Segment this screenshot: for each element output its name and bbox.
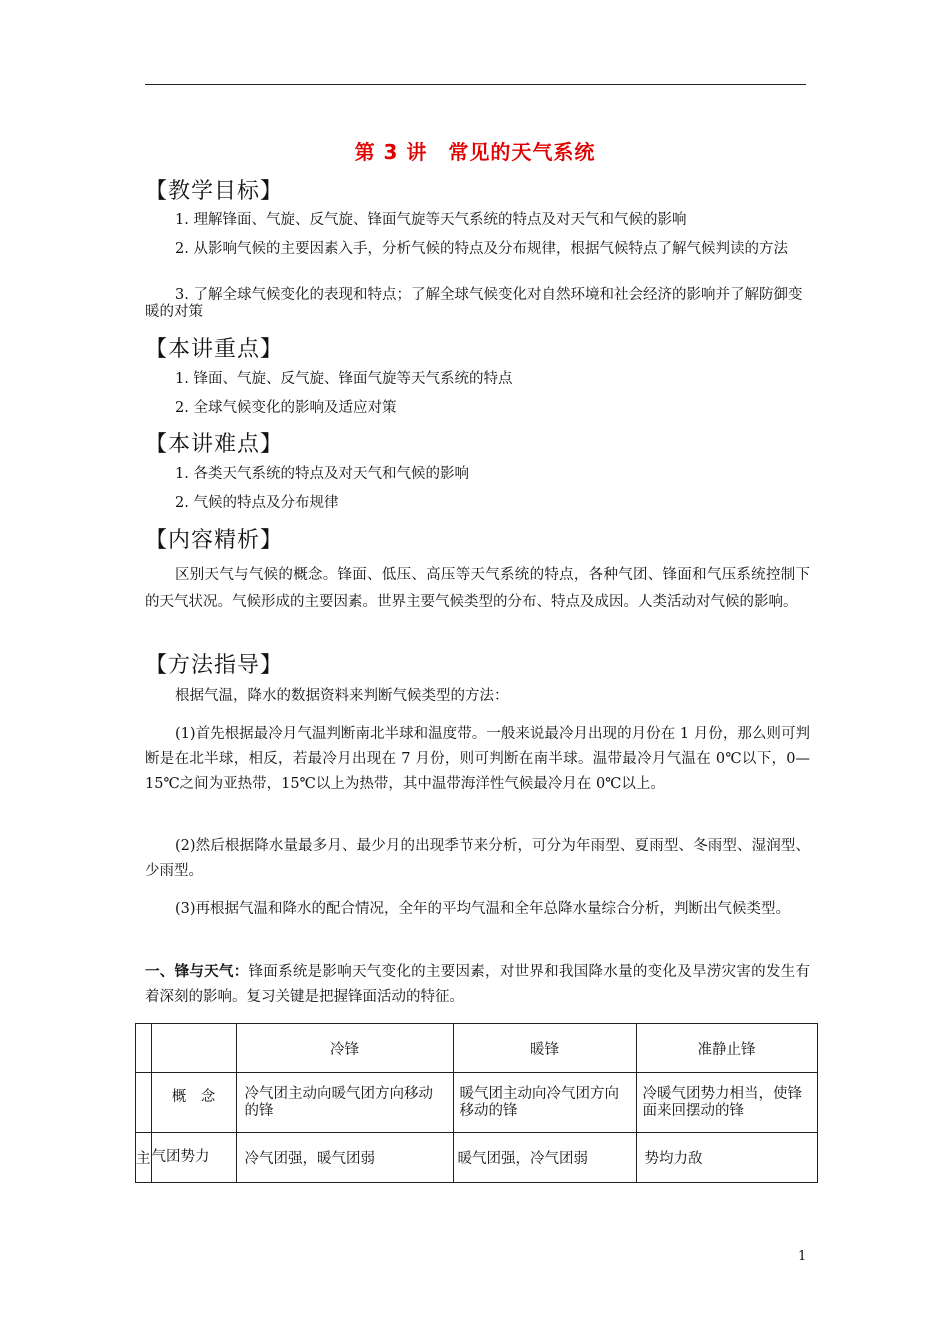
table-side-cell (136, 1073, 152, 1133)
difficulty-item-2: 2. 气候的特点及分布规律 (175, 495, 339, 511)
table-row-label: 概 念 (151, 1073, 236, 1133)
table-header-cell (151, 1024, 236, 1073)
table-header-stationary: 准静止锋 (636, 1024, 817, 1073)
goal-item-2: 2. 从影响气候的主要因素入手，分析气候的特点及分布规律，根据气候特点了解气候判读的方法 (175, 241, 788, 257)
method-step-2: (2)然后根据降水量最多月、最少月的出现季节来分析，可分为年雨型、夏雨型、冬雨型、湿润型、少雨型。 (145, 838, 810, 879)
section-heading-difficulties: 【本讲难点】 (145, 432, 284, 457)
method-step-3: (3)再根据气温和降水的配合情况，全年的平均气温和全年总降水量综合分析，判断出气候类型。 (175, 901, 791, 917)
page-title: 第 3 讲 常见的天气系统 (354, 140, 596, 164)
table-header-cold: 冷锋 (236, 1024, 453, 1073)
section-heading-keypoints: 【本讲重点】 (145, 337, 284, 362)
table-cell: 冷气团强，暖气团弱 (236, 1133, 453, 1183)
page-number: 1 (798, 1249, 807, 1264)
table-cell: 冷暖气团势力相当，使锋面来回摆动的锋 (636, 1073, 817, 1133)
table-cell: 暖气团强，冷气团弱 (453, 1133, 636, 1183)
table-row-label: 气团势力 (151, 1133, 236, 1183)
table-row (136, 1073, 818, 1133)
keypoint-item-2: 2. 全球气候变化的影响及适应对策 (175, 400, 397, 416)
table-header-cell (136, 1024, 152, 1073)
front-table (135, 1023, 818, 1183)
method-step-1: (1)首先根据最冷月气温判断南北半球和温度带。一般来说最冷月出现的月份在 1 月份，那么则可判断是在北半球，相反，若最冷月出现在 7 月份，则可判断在南半球。温带最冷月气温在 0℃以下，0—15℃之间为亚热带，15℃以上为热带，其中温带海洋性气候最冷月在 0℃以上。 (145, 726, 810, 792)
table-header-warm: 暖锋 (453, 1024, 636, 1073)
front-lead: 一、锋与天气： (145, 964, 249, 980)
section-heading-content: 【内容精析】 (145, 528, 284, 553)
table-cell: 冷气团主动向暖气团方向移动的锋 (236, 1073, 453, 1133)
front-text: 锋面系统是影响天气变化的主要因素，对世界和我国降水量的变化及旱涝灾害的发生有着深刻的影响。复习关键是把握锋面活动的特征。 (145, 964, 811, 1005)
content-paragraph: 区别天气与气候的概念。锋面、低压、高压等天气系统的特点，各种气团、锋面和气压系统控制下的天气状况。气候形成的主要因素。世界主要气候类型的分布、特点及成因。人类活动对气候的影响。 (145, 567, 810, 610)
table-cell: 势均力敌 (636, 1133, 817, 1183)
table-side-cell: 主 (136, 1133, 152, 1183)
method-intro: 根据气温，降水的数据资料来判断气候类型的方法： (175, 688, 509, 704)
table-header-row (136, 1024, 818, 1073)
difficulty-item-1: 1. 各类天气系统的特点及对天气和气候的影响 (175, 466, 469, 482)
section-heading-method: 【方法指导】 (145, 653, 284, 678)
table-cell: 暖气团主动向冷气团方向移动的锋 (453, 1073, 636, 1133)
goal-item-3: 3. 了解全球气候变化的表现和特点；了解全球气候变化对自然环境和社会经济的影响并了解防御变暖的对策 (145, 287, 803, 320)
table-row (136, 1133, 818, 1183)
section-heading-goals: 【教学目标】 (145, 179, 284, 204)
keypoint-item-1: 1. 锋面、气旋、反气旋、锋面气旋等天气系统的特点 (175, 371, 513, 387)
front-paragraph (145, 960, 810, 1010)
goal-item-1: 1. 理解锋面、气旋、反气旋、锋面气旋等天气系统的特点及对天气和气候的影响 (175, 212, 687, 228)
header-rule (145, 84, 806, 85)
